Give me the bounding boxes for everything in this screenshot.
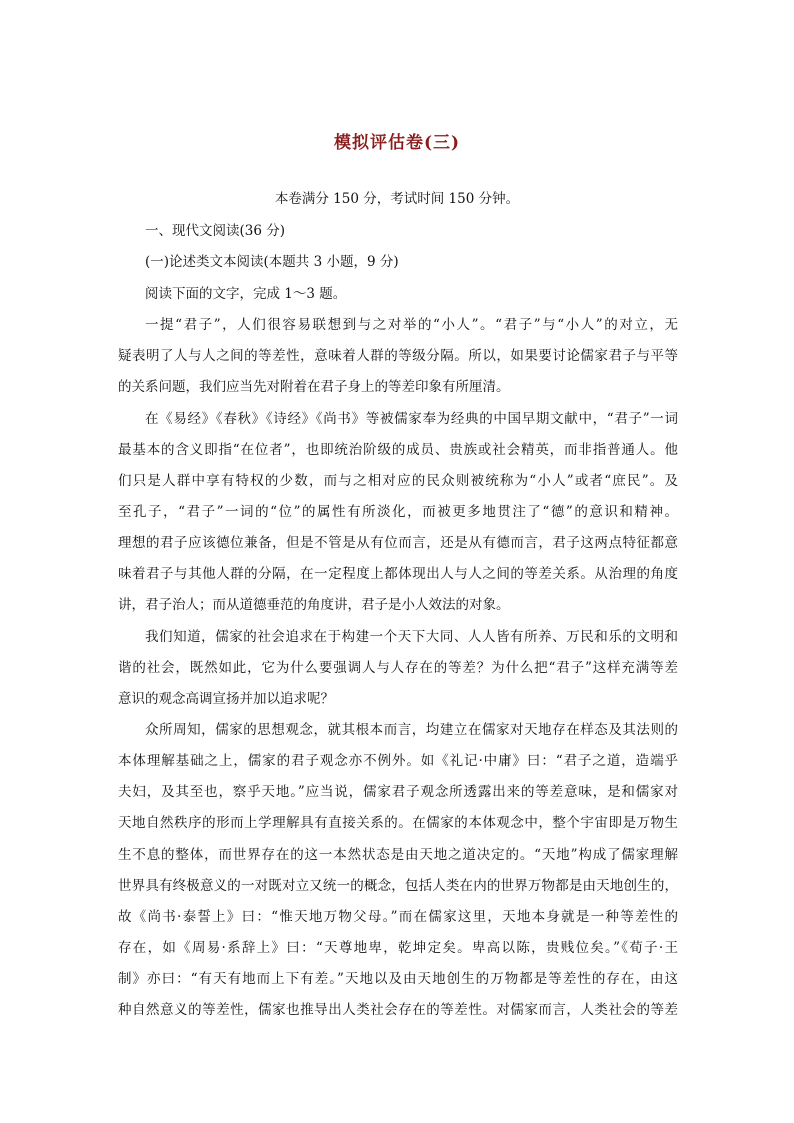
- page-title: 模拟评估卷(三): [333, 133, 461, 153]
- paragraph-line: 生不息的整体，而世界存在的这一本然状态是由天地之道决定的。“天地”构成了儒家理解: [118, 847, 678, 863]
- paragraph-line: 众所周知，儒家的思想观念，就其根本而言，均建立在儒家对天地存在样态及其法则的: [145, 722, 678, 738]
- paragraph-line: 疑表明了人与人之间的等差性，意味着人群的等级分隔。所以，如果要讨论儒家君子与平等: [118, 348, 678, 364]
- paragraph-line: 意识的观念高调宣扬并加以追求呢？: [118, 691, 334, 707]
- paragraph-line: 我们知道，儒家的社会追求在于构建一个天下大同、人人皆有所养、万民和乐的文明和: [145, 629, 678, 645]
- paragraph-line: 一提“君子”，人们很容易联想到与之对举的“小人”。“君子”与“小人”的对立，无: [145, 317, 678, 333]
- paragraph-line: 制》亦曰：“有天有地而上下有差。”天地以及由天地创生的万物都是等差性的存在，由这: [118, 971, 678, 987]
- paragraph-line: 本体理解基础之上，儒家的君子观念亦不例外。如《礼记·中庸》曰：“君子之道，造端乎: [118, 753, 678, 769]
- paragraph-line: 夫妇，及其至也，察乎天地。”应当说，儒家君子观念所透露出来的等差意味，是和儒家对: [118, 784, 678, 800]
- paragraph-line: 味着君子与其他人群的分隔，在一定程度上都体现出人与人之间的等差关系。从治理的角度: [118, 566, 678, 582]
- paragraph-line: 天地自然秩序的形而上学理解具有直接关系的。在儒家的本体观念中，整个宇宙即是万物生: [118, 815, 678, 831]
- paragraph-line: 故《尚书·泰誓上》曰：“惟天地万物父母。”而在儒家这里，天地本身就是一种等差性的: [118, 909, 678, 925]
- paragraph-line: 存在，如《周易·系辞上》曰：“天尊地卑，乾坤定矣。卑高以陈，贵贱位矣。”《荀子·王: [118, 940, 678, 956]
- paragraph-line: 在《易经》《春秋》《诗经》《尚书》等被儒家奉为经典的中国早期文献中，“君子”一词: [145, 411, 678, 427]
- paragraph-line: 种自然意义的等差性，儒家也推导出人类社会存在的等差性。对儒家而言，人类社会的等差: [118, 1002, 678, 1018]
- paragraph-line: 的关系问题，我们应当先对附着在君子身上的等差印象有所厘清。: [118, 379, 510, 395]
- paragraph-line: 讲，君子治人；而从道德垂范的角度讲，君子是小人效法的对象。: [118, 597, 510, 613]
- paragraph-line: 理想的君子应该德位兼备，但是不管是从有位而言，还是从有德而言，君子这两点特征都意: [118, 535, 678, 551]
- paragraph-line: 谐的社会，既然如此，它为什么要强调人与人存在的等差？为什么把“君子”这样充满等差: [118, 660, 678, 676]
- exam-intro: 本卷满分 150 分，考试时间 150 分钟。: [274, 191, 520, 207]
- paragraph-line: 世界具有终极意义的一对既对立又统一的概念，包括人类在内的世界万物都是由天地创生的，: [118, 878, 678, 894]
- paragraph-line: 最基本的含义即指“在位者”，也即统治阶级的成员、贵族或社会精英，而非指普通人。他: [118, 442, 678, 458]
- paragraph-line: 们只是人群中享有特权的少数，而与之相对应的民众则被统称为“小人”或者“庶民”。及: [118, 473, 678, 489]
- reading-instruction: 阅读下面的文字，完成 1～3 题。: [145, 286, 347, 302]
- subsection-heading: (一)论述类文本阅读(本题共 3 小题，9 分): [145, 254, 399, 270]
- section-heading: 一、现代文阅读(36 分): [145, 223, 286, 239]
- paragraph-line: 至孔子，“君子”一词的“位”的属性有所淡化，而被更多地贯注了“德”的意识和精神。: [118, 504, 678, 520]
